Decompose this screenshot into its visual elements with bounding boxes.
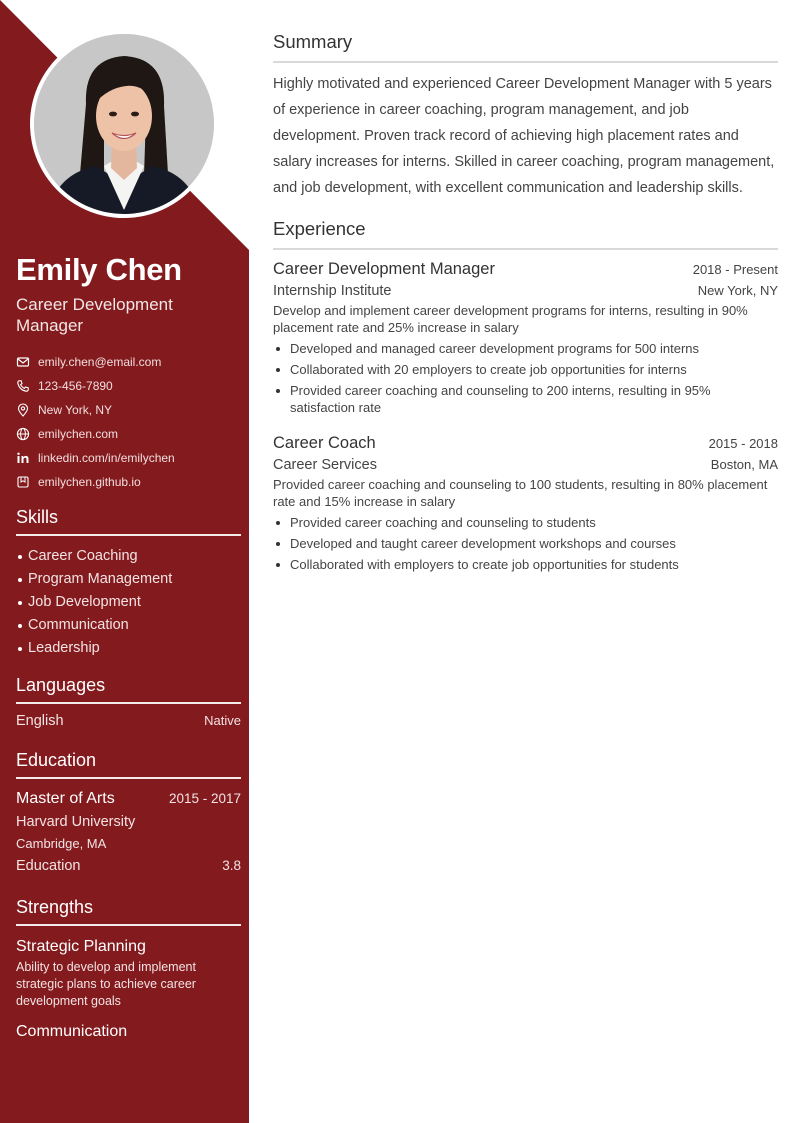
job-location: Boston, MA: [710, 457, 778, 472]
bullet-dot: [18, 578, 22, 582]
job-bullet: Collaborated with 20 employers to create job opportunities for interns: [273, 361, 778, 378]
profile-photo-illustration: [34, 34, 214, 214]
job-header: [273, 434, 778, 453]
bullet-dot: [18, 601, 22, 605]
skill-item: [16, 614, 241, 637]
contact-email-text: emily.chen@email.com: [38, 355, 162, 369]
education-heading: Education: [16, 749, 241, 779]
language-item: [16, 713, 241, 729]
languages-section: [16, 674, 241, 729]
education-dates: 2015 - 2017: [168, 791, 241, 806]
sidebar: [0, 0, 249, 1123]
language-name: English: [16, 713, 64, 729]
education-field: Education: [16, 858, 81, 874]
job-company: Career Services: [273, 457, 377, 473]
skills-section: [16, 506, 241, 660]
contact-phone[interactable]: [16, 374, 241, 398]
education-section: [16, 749, 241, 878]
job-bullet: Provided career coaching and counseling to students: [273, 514, 778, 531]
contact-list: [16, 350, 241, 494]
education-school: Harvard University: [16, 814, 136, 830]
job-subheader: [273, 453, 778, 473]
experience-heading: Experience: [273, 217, 778, 250]
strengths-heading: Strengths: [16, 896, 241, 926]
strengths-section: [16, 896, 241, 1044]
contact-linkedin[interactable]: [16, 446, 241, 470]
github-icon: [16, 475, 30, 489]
skills-heading: Skills: [16, 506, 241, 536]
job-description: Provided career coaching and counseling to 100 students, resulting in 80% placement rate and 15% increase in salary: [273, 477, 768, 509]
contact-website-text: emilychen.com: [38, 427, 119, 441]
strength-description: Ability to develop and implement strategic plans to achieve career development goals: [16, 960, 196, 1008]
candidate-name: Emily Chen: [16, 252, 182, 287]
skill-label: Communication: [28, 617, 129, 633]
experience-section: [273, 217, 778, 573]
contact-github-text: emilychen.github.io: [38, 475, 141, 489]
job-bullet: Developed and managed career development programs for 500 interns: [273, 340, 778, 357]
job-title: Career Development Manager: [273, 260, 495, 278]
skill-item: [16, 568, 241, 591]
job-bullet: Collaborated with employers to create job opportunities for students: [273, 556, 778, 573]
main-column: [273, 30, 778, 577]
bullet-dot: [18, 624, 22, 628]
email-icon: [16, 355, 30, 369]
skill-label: Leadership: [28, 640, 100, 656]
summary-text: Highly motivated and experienced Career Development Manager with 5 years of experience in career coaching, program management, and job development. Proven track record of achieving high placement rates and salary increases for interns. Skilled in career coaching, program management, and job development, with excellent communication and leadership skills.: [273, 76, 775, 196]
languages-heading: Languages: [16, 674, 241, 704]
job-entry: [273, 260, 778, 416]
linkedin-icon: [16, 451, 30, 465]
contact-location-text: New York, NY: [38, 403, 113, 417]
job-bullet: Developed and taught career development workshops and courses: [273, 535, 778, 552]
education-field-row: [16, 854, 241, 878]
skill-item: [16, 637, 241, 660]
contact-linkedin-text: linkedin.com/in/emilychen: [38, 451, 175, 465]
language-level: Native: [204, 713, 241, 728]
education-degree: Master of Arts: [16, 790, 115, 807]
skill-label: Job Development: [28, 594, 141, 610]
contact-email[interactable]: [16, 350, 241, 374]
job-header: [273, 260, 778, 279]
candidate-role: Career Development Manager: [16, 295, 173, 335]
skill-label: Career Coaching: [28, 548, 138, 564]
phone-icon: [16, 379, 30, 393]
job-subheader: [273, 279, 778, 299]
bullet-dot: [18, 555, 22, 559]
contact-location: [16, 398, 241, 422]
education-gpa: 3.8: [222, 858, 241, 873]
job-bullet: Provided career coaching and counseling to 200 interns, resulting in 95% satisfaction rate: [273, 382, 778, 416]
education-header: [16, 788, 241, 810]
job-bullets: [273, 514, 778, 573]
sidebar-content: [16, 250, 241, 1044]
job-location: New York, NY: [697, 283, 778, 298]
job-description: Develop and implement career development programs for interns, resulting in 90% placement rate and 25% increase in salary: [273, 303, 748, 335]
globe-icon: [16, 427, 30, 441]
profile-photo: [34, 34, 214, 214]
education-location: Cambridge, MA: [16, 836, 107, 851]
contact-website[interactable]: [16, 422, 241, 446]
location-pin-icon: [16, 403, 30, 417]
job-bullets: [273, 340, 778, 416]
strength-title: Strategic Planning: [16, 938, 146, 955]
summary-heading: Summary: [273, 30, 778, 63]
contact-github[interactable]: [16, 470, 241, 494]
contact-phone-text: 123-456-7890: [38, 379, 113, 393]
job-title: Career Coach: [273, 434, 376, 452]
avatar: [30, 30, 218, 218]
job-dates: 2015 - 2018: [708, 436, 778, 451]
job-entry: [273, 434, 778, 573]
job-company: Internship Institute: [273, 283, 392, 299]
strength-title: Communication: [16, 1023, 128, 1040]
summary-section: [273, 30, 778, 201]
job-dates: 2018 - Present: [692, 262, 778, 277]
skill-label: Program Management: [28, 571, 173, 587]
skill-item: [16, 545, 241, 568]
bullet-dot: [18, 647, 22, 651]
skill-item: [16, 591, 241, 614]
